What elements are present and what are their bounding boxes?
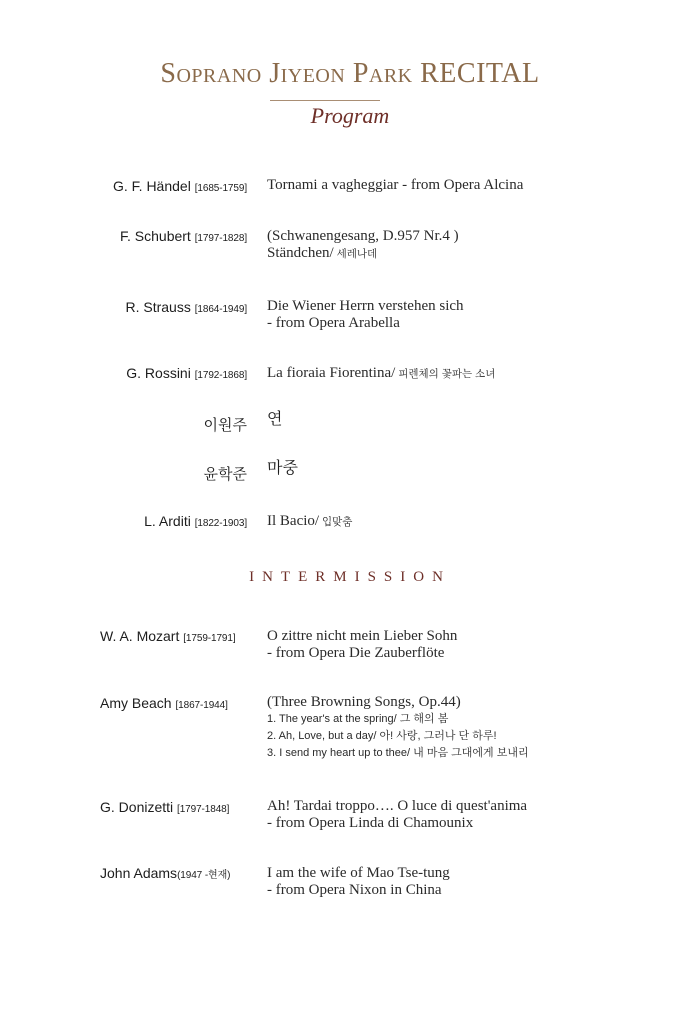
recital-title: Soprano Jiyeon Park RECITAL <box>160 58 540 89</box>
composer-years: [1759-1791] <box>183 633 236 644</box>
composer-schubert: F. Schubert [1797-1828] <box>120 228 247 244</box>
composer-mozart: W. A. Mozart [1759-1791] <box>100 628 236 644</box>
composer-handel: G. F. Händel [1685-1759] <box>113 178 247 194</box>
work-yeon: 연 <box>267 411 283 428</box>
work-strauss: Die Wiener Herrn verstehen sich - from Opera Arabella <box>267 298 464 331</box>
title-divider <box>270 100 380 101</box>
composer-years: [1822-1903] <box>194 518 247 529</box>
composer-strauss: R. Strauss [1864-1949] <box>125 299 247 315</box>
composer-years: [1867-1944] <box>175 700 228 711</box>
program-subtitle: Program <box>310 103 390 128</box>
work-adams: I am the wife of Mao Tse-tung - from Opera Nixon in China <box>267 865 450 898</box>
work-mozart: O zittre nicht mein Lieber Sohn - from Opera Die Zauberflöte <box>267 628 458 661</box>
composer-donizetti: G. Donizetti [1797-1848] <box>100 799 230 815</box>
work-rossini: La fioraia Fiorentina/ 피렌체의 꽃파는 소녀 <box>267 365 496 381</box>
intermission-heading: INTERMISSION <box>249 569 451 585</box>
work-schubert: (Schwanengesang, D.957 Nr.4 ) Ständchen/ 세레나데 <box>267 228 459 261</box>
composer-arditi: L. Arditi [1822-1903] <box>144 513 247 529</box>
composer-years: [1685-1759] <box>194 183 247 194</box>
work-donizetti: Ah! Tardai troppo…. O luce di quest'anima - from Opera Linda di Chamounix <box>267 798 528 831</box>
composer-years: [1797-1848] <box>177 804 230 815</box>
work-handel: Tornami a vagheggiar - from Opera Alcina <box>267 177 524 193</box>
composer-years: [1797-1828] <box>194 233 247 244</box>
work-majung: 마중 <box>267 460 298 477</box>
composer-years: (1947 -현재) <box>177 870 231 881</box>
composer-yoon-hakjun: 윤학준 <box>203 466 247 483</box>
list-item: 1. The year's at the spring/ 그 해의 봄 <box>267 713 449 725</box>
list-item: 3. I send my heart up to thee/ 내 마음 그대에게 보내리 <box>267 747 529 759</box>
work-beach: (Three Browning Songs, Op.44) 1. The year's at the spring/ 그 해의 봄 2. Ah, Love, but a day/ 아! 사랑, 그러나 단 하루! 3. I send my heart up to thee/ 내 마음 그대에게 보내리 <box>267 694 529 762</box>
composer-years: [1864-1949] <box>194 304 247 315</box>
song-list <box>267 711 529 762</box>
composer-rossini: G. Rossini [1792-1868] <box>126 365 247 381</box>
composer-years: [1792-1868] <box>194 370 247 381</box>
composer-lee-wonju: 이원주 <box>203 417 247 434</box>
composer-beach: Amy Beach [1867-1944] <box>100 695 228 711</box>
list-item: 2. Ah, Love, but a day/ 아! 사랑, 그러나 단 하루! <box>267 730 497 742</box>
work-arditi: Il Bacio/ 입맞춤 <box>267 513 353 529</box>
composer-adams: John Adams(1947 -현재) <box>100 865 231 881</box>
